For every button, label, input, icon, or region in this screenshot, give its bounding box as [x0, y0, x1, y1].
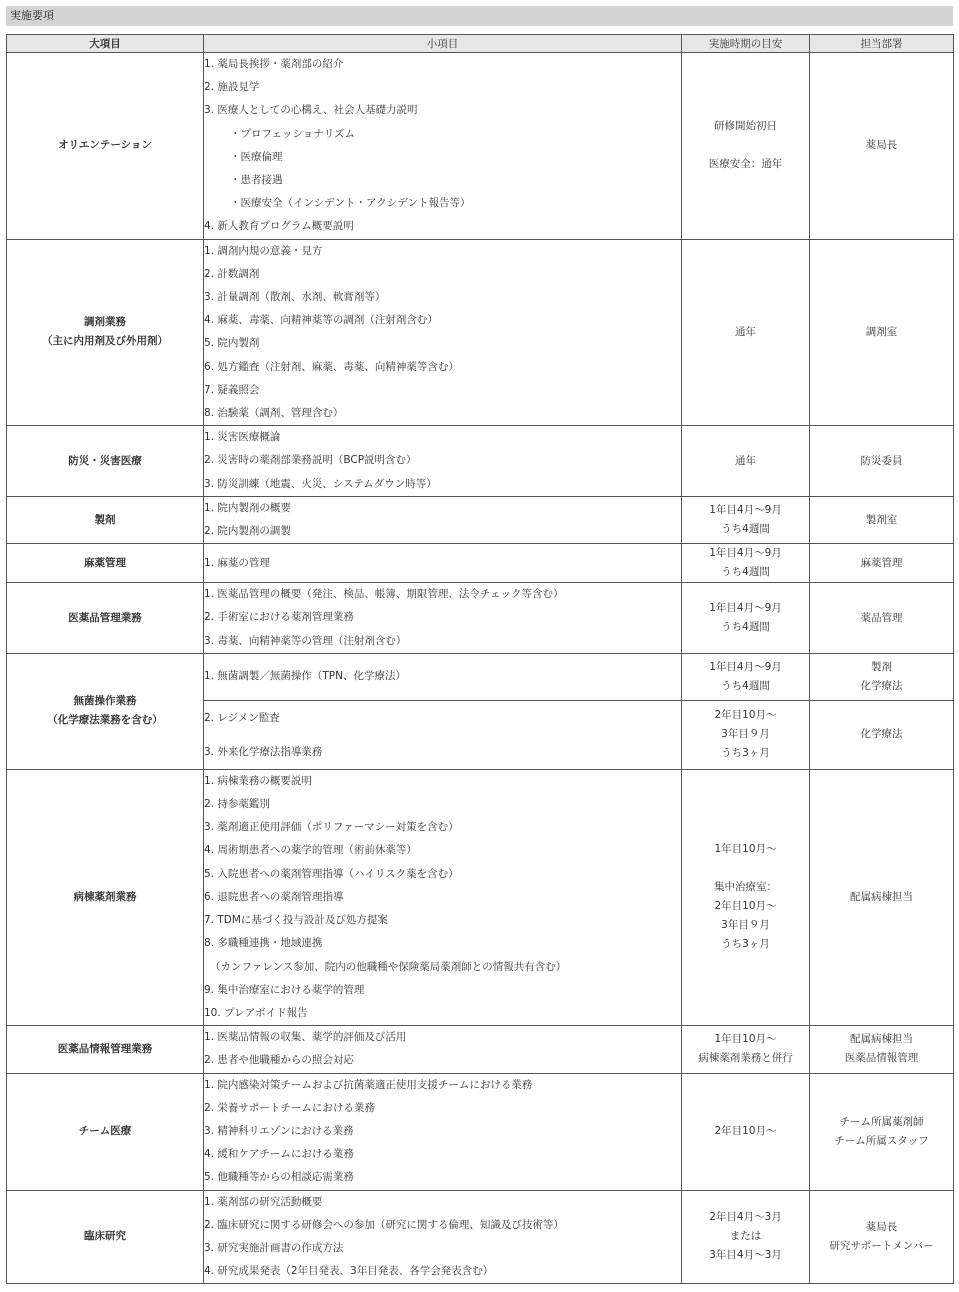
dept-cell — [810, 700, 954, 769]
header-dept: 担当部署 — [810, 35, 954, 53]
timing-cell — [682, 239, 810, 426]
category-cell — [7, 426, 204, 497]
timing-line: うち4週間 — [721, 679, 770, 692]
item-line: 3. 薬剤適正使用評価（ポリファーマシー対策を含む） — [204, 821, 459, 834]
dept-cell — [810, 426, 954, 497]
table-row — [7, 1190, 954, 1284]
table-row — [7, 769, 954, 1025]
timing-line: うち4週間 — [721, 523, 770, 536]
item-line: 2. 手術室における薬剤管理業務 — [204, 611, 354, 624]
table-row — [7, 653, 954, 700]
dept-line: 配属病棟担当 — [850, 890, 913, 903]
item-line: 1. 医薬品情報の収集、薬学的評価及び活用 — [204, 1031, 407, 1044]
item-line: 2. 計数調剤 — [204, 267, 260, 280]
category-label: 医薬品管理業務 — [68, 611, 142, 624]
dept-line: 薬局長 — [865, 139, 898, 152]
item-line: （カンファレンス参加、院内の他職種や保険薬局薬剤師との情報共有含む） — [210, 960, 567, 973]
timing-line: 3年目９月 — [721, 919, 770, 932]
item-line: 3. 計量調剤（散剤、水剤、軟膏剤等） — [204, 291, 386, 304]
dept-cell — [810, 1026, 954, 1073]
category-label: オリエンテーション — [58, 139, 152, 152]
items-cell — [204, 769, 682, 1025]
category-cell — [7, 1073, 204, 1190]
items-cell — [204, 583, 682, 654]
category-label: 製剤 — [94, 513, 116, 526]
timing-line: 2年目10月～ — [714, 900, 777, 913]
timing-cell — [682, 1073, 810, 1190]
item-line: ・医療倫理 — [230, 150, 283, 163]
category-label: チーム医療 — [78, 1125, 132, 1138]
dept-cell — [810, 53, 954, 240]
dept-line: チーム所属薬剤師 — [839, 1115, 924, 1128]
dept-cell — [810, 769, 954, 1025]
timing-cell — [682, 700, 810, 769]
item-line: 7. 疑義照会 — [204, 383, 260, 396]
category-cell — [7, 544, 204, 583]
category-cell — [7, 769, 204, 1025]
timing-line: 集中治療室： — [714, 881, 777, 894]
category-cell — [7, 653, 204, 769]
item-line: 1. 院内製剤の概要 — [204, 501, 291, 514]
table-row — [7, 1026, 954, 1073]
header-category: 大項目 — [7, 35, 204, 53]
item-line: 3. 研究実施計画書の作成方法 — [204, 1241, 344, 1254]
timing-cell — [682, 1190, 810, 1284]
item-line: 2. 災害時の薬剤部業務説明（BCP説明含む） — [204, 454, 417, 467]
item-line: 1. 薬剤部の研究活動概要 — [204, 1195, 323, 1208]
table-row — [7, 239, 954, 426]
timing-line: 病棟薬剤業務と併行 — [698, 1052, 793, 1065]
item-line: 2. 院内製剤の調製 — [204, 525, 291, 538]
dept-line: 医薬品情報管理 — [844, 1052, 919, 1065]
item-line: ・プロフェッショナリズム — [230, 127, 356, 140]
item-line: 3. 精神科リエゾンにおける業務 — [204, 1124, 354, 1137]
dept-line: 化学療法 — [860, 679, 903, 692]
item-line: 8. 多職種連携・地域連携 — [204, 937, 323, 950]
timing-line: 2年目4月～3月 — [709, 1211, 782, 1224]
item-line: 2. レジメン監査 — [204, 711, 280, 724]
item-line: 7. TDMに基づく投与設計及び処方提案 — [204, 914, 388, 927]
dept-line: 配属病棟担当 — [850, 1033, 913, 1046]
dept-line: 麻薬管理 — [860, 556, 903, 569]
item-line: 1. 調剤内規の意義・見方 — [204, 244, 323, 257]
item-line: 3. 防災訓練（地震、火災、システムダウン時等） — [204, 477, 437, 490]
dept-line: 薬局長 — [865, 1220, 898, 1233]
timing-line: 2年目10月～ — [714, 709, 777, 722]
timing-cell — [682, 496, 810, 543]
items-cell — [204, 239, 682, 426]
timing-line: 1年目4月～9月 — [709, 547, 782, 560]
dept-cell — [810, 653, 954, 700]
category-label: 臨床研究 — [84, 1230, 126, 1243]
timing-line: 研修開始初日 — [714, 120, 777, 133]
timing-line: 3年目９月 — [721, 728, 770, 741]
items-cell — [204, 53, 682, 240]
category-label: 麻薬管理 — [84, 556, 126, 569]
timing-line: 通年 — [735, 454, 756, 467]
timing-line: 1年目10月～ — [714, 843, 777, 856]
timing-cell — [682, 53, 810, 240]
timing-cell — [682, 653, 810, 700]
items-cell — [204, 1026, 682, 1073]
item-line: 1. 病棟業務の概要説明 — [204, 774, 312, 787]
timing-line: 2年目10月～ — [714, 1125, 777, 1138]
dept-cell — [810, 496, 954, 543]
dept-line: チーム所属スタッフ — [834, 1134, 929, 1147]
dept-line: 研究サポートメンバー — [829, 1239, 934, 1252]
timing-line: 3年目4月～3月 — [709, 1249, 782, 1262]
timing-cell — [682, 583, 810, 654]
item-line: 4. 周術期患者への薬学的管理（術前休薬等） — [204, 844, 417, 857]
table-row — [7, 1073, 954, 1190]
timing-line — [682, 136, 809, 155]
item-line: 6. 処方鑑査（注射剤、麻薬、毒薬、向精神薬等含む） — [204, 360, 459, 373]
item-line: 1. 医薬品管理の概要（発注、検品、帳簿、期限管理、法令チェック等含む） — [204, 588, 564, 601]
item-line: ・患者接遇 — [230, 174, 283, 187]
items-cell — [204, 496, 682, 543]
dept-cell — [810, 544, 954, 583]
items-cell — [204, 653, 682, 700]
item-line: 2. 臨床研究に関する研修会への参加（研究に関する倫理、知識及び技術等） — [204, 1218, 564, 1231]
section-title: 実施要項 — [6, 6, 953, 26]
header-items: 小項目 — [204, 35, 682, 53]
item-line: 1. 無菌調製／無菌操作（TPN、化学療法） — [204, 670, 406, 683]
timing-line: 1年目4月～9月 — [709, 602, 782, 615]
category-cell — [7, 1026, 204, 1073]
item-line: 2. 栄養サポートチームにおける業務 — [204, 1101, 375, 1114]
dept-cell — [810, 239, 954, 426]
header-timing: 実施時期の目安 — [682, 35, 810, 53]
item-line: 2. 患者や他職種からの照会対応 — [204, 1054, 354, 1067]
table-row — [7, 496, 954, 543]
item-line: 1. 麻薬の管理 — [204, 556, 270, 569]
item-line: 3. 医療人としての心構え、社会人基礎力説明 — [204, 104, 418, 117]
dept-cell — [810, 1190, 954, 1284]
table-row — [7, 583, 954, 654]
header-row — [7, 35, 954, 53]
table-row — [7, 53, 954, 240]
dept-line: 薬品管理 — [860, 611, 903, 624]
category-label: 医薬品情報管理業務 — [57, 1042, 153, 1055]
item-line: 4. 新人教育プログラム概要説明 — [204, 220, 354, 233]
category-label: 調剤業務 — [84, 316, 126, 329]
item-line: 6. 退院患者への薬剤管理指導 — [204, 890, 344, 903]
table-row — [7, 544, 954, 583]
item-line: 3. 外来化学療法指導業務 — [204, 745, 323, 758]
timing-line: うち3ヶ月 — [721, 747, 770, 760]
item-line: ・医療安全（インシデント・アクシデント報告等） — [230, 197, 471, 210]
dept-line: 製剤 — [871, 660, 892, 673]
category-label: 病棟薬剤業務 — [73, 890, 137, 903]
dept-cell — [810, 1073, 954, 1190]
item-line: 5. 院内製剤 — [204, 337, 260, 350]
timing-cell — [682, 426, 810, 497]
dept-line: 製剤室 — [865, 513, 898, 526]
item-line: 2. 施設見学 — [204, 81, 260, 94]
implementation-table — [6, 34, 954, 1284]
timing-cell — [682, 769, 810, 1025]
item-line: 1. 薬局長挨拶・薬剤部の紹介 — [204, 58, 344, 70]
timing-line: うち4週間 — [721, 566, 770, 579]
item-line: 1. 院内感染対策チームおよび抗菌薬適正使用支援チームにおける業務 — [204, 1078, 533, 1091]
category-label: （主に内用剤及び外用剤） — [42, 335, 168, 348]
item-line: 8. 治験薬（調剤、管理含む） — [204, 407, 344, 420]
category-cell — [7, 583, 204, 654]
timing-line: 医療安全：通年 — [708, 158, 783, 171]
dept-line: 化学療法 — [860, 728, 903, 741]
dept-cell — [810, 583, 954, 654]
items-cell — [204, 1190, 682, 1284]
item-line: 5. 入院患者への薬剤管理指導（ハイリスク薬を含む） — [204, 867, 459, 880]
timing-line: 1年目4月～9月 — [709, 660, 782, 673]
items-cell — [204, 426, 682, 497]
timing-line: 1年目10月～ — [714, 1033, 777, 1046]
category-cell — [7, 1190, 204, 1284]
category-cell — [7, 239, 204, 426]
timing-line: うち4週間 — [721, 621, 770, 634]
item-line: 4. 緩和ケアチームにおける業務 — [204, 1148, 354, 1161]
dept-line: 調剤室 — [865, 325, 898, 338]
items-cell — [204, 544, 682, 583]
category-label: 防災・災害医療 — [68, 454, 142, 467]
table-body — [7, 53, 954, 1284]
timing-line: うち3ヶ月 — [721, 938, 770, 951]
timing-line: 通年 — [735, 325, 756, 338]
item-line: 1. 災害医療概論 — [204, 431, 281, 444]
item-line: 3. 毒薬、向精神薬等の管理（注射剤含む） — [204, 634, 407, 647]
items-cell — [204, 1073, 682, 1190]
timing-cell — [682, 1026, 810, 1073]
dept-line: 防災委員 — [860, 454, 903, 467]
item-line: 5. 他職種等からの相談応需業務 — [204, 1171, 354, 1184]
category-cell — [7, 53, 204, 240]
timing-line: または — [729, 1230, 762, 1243]
item-line: 9. 集中治療室における薬学的管理 — [204, 983, 365, 996]
table-row — [7, 426, 954, 497]
item-line: 4. 麻薬、毒薬、向精神薬等の調剤（注射剤含む） — [204, 314, 438, 327]
items-cell — [204, 700, 682, 769]
item-line: 4. 研究成果発表（2年目発表、3年目発表、各学会発表含む） — [204, 1265, 494, 1278]
item-line: 10. プレアボイド報告 — [204, 1006, 308, 1019]
category-label: 無菌操作業務 — [73, 695, 137, 708]
timing-cell — [682, 544, 810, 583]
timing-line: 1年目4月～9月 — [709, 504, 782, 517]
category-cell — [7, 496, 204, 543]
category-label: （化学療法業務を含む） — [47, 714, 163, 727]
item-line: 2. 持参薬鑑別 — [204, 798, 270, 811]
timing-line — [682, 859, 809, 878]
